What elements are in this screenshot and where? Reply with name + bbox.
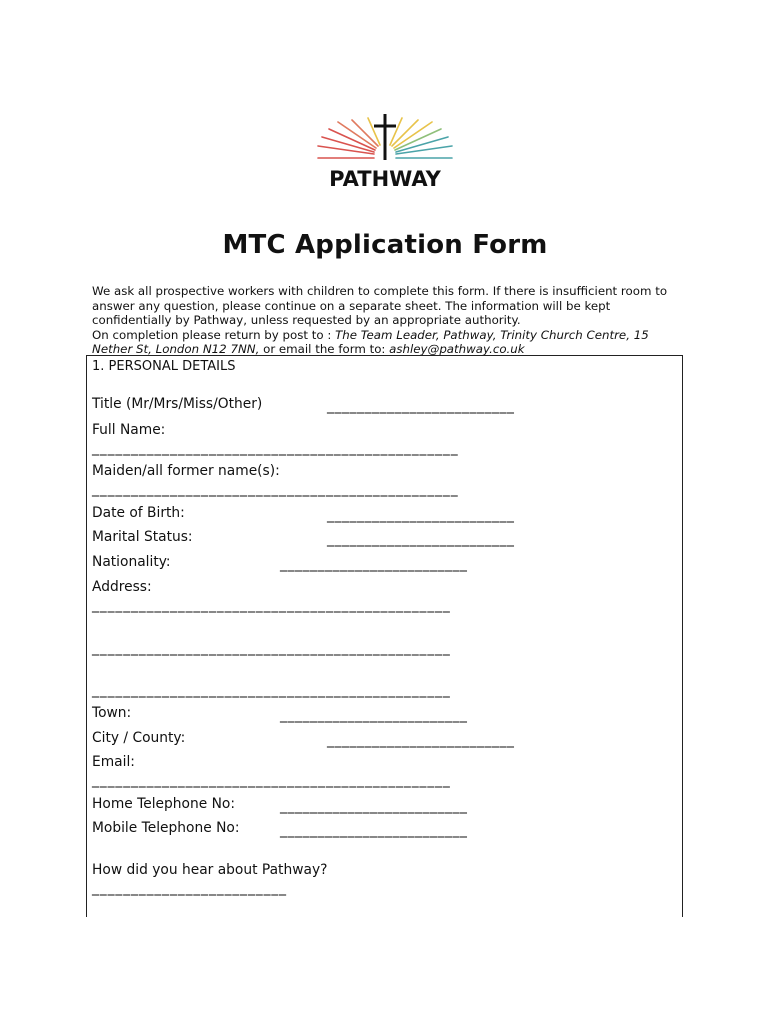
title-input-line[interactable]: _________________________ xyxy=(327,398,515,414)
town-field xyxy=(92,705,468,723)
mobile-telephone-input-line[interactable]: _________________________ xyxy=(280,822,468,838)
form-title: MTC Application Form xyxy=(222,230,548,260)
dob-input-line[interactable]: _________________________ xyxy=(327,507,515,523)
mobile-telephone-label: Mobile Telephone No: xyxy=(92,820,240,836)
heard-about-input-line[interactable]: _________________________ xyxy=(92,880,287,896)
home-telephone-input-line[interactable]: _________________________ xyxy=(280,798,468,814)
return-address: The Team Leader, Pathway, Trinity Church Centre, 15 Nether St, London N12 7NN, xyxy=(92,327,649,357)
logo-wordmark: PATHWAY xyxy=(329,167,441,191)
return-prefix: On completion please return by post to : xyxy=(92,327,336,342)
address-input-line-1[interactable]: ______________________________________________ xyxy=(92,597,451,613)
dob-label: Date of Birth: xyxy=(92,505,185,521)
email-input-line[interactable]: ______________________________________________ xyxy=(92,772,451,788)
home-telephone-label: Home Telephone No: xyxy=(92,796,235,812)
town-input-line[interactable]: _________________________ xyxy=(280,707,468,723)
email-prefix: or email the form to: xyxy=(259,342,390,357)
dob-field xyxy=(92,505,515,523)
maiden-name-input-line[interactable]: _______________________________________________ xyxy=(92,481,459,497)
city-county-input-line[interactable]: _________________________ xyxy=(327,732,515,748)
maiden-name-field xyxy=(92,463,280,479)
full-name-label: Full Name: xyxy=(92,422,166,438)
contact-email[interactable]: ashley@pathway.co.uk xyxy=(389,342,525,357)
pathway-logo xyxy=(312,112,458,192)
full-name-field xyxy=(92,422,165,438)
city-county-label: City / County: xyxy=(92,730,186,746)
intro-paragraph: We ask all prospective workers with children to complete this form. If there is insufficient room to answer any question, please continue on a separate sheet. The information will be kept confidentially by Pathway, unless requested by an appropriate authority. xyxy=(92,284,668,328)
heard-about-label: How did you hear about Pathway? xyxy=(92,862,328,878)
address-input-line-2[interactable]: ______________________________________________ xyxy=(92,640,451,656)
marital-status-input-line[interactable]: _________________________ xyxy=(327,531,515,547)
nationality-label: Nationality: xyxy=(92,554,171,570)
address-label: Address: xyxy=(92,579,152,595)
heard-about-field xyxy=(92,862,327,878)
town-label: Town: xyxy=(92,705,132,721)
address-field xyxy=(92,579,152,595)
section-title: 1. PERSONAL DETAILS xyxy=(92,359,236,374)
intro-text xyxy=(92,284,672,357)
maiden-name-label: Maiden/all former name(s): xyxy=(92,463,280,479)
address-input-line-3[interactable]: ______________________________________________ xyxy=(92,682,451,698)
home-telephone-field xyxy=(92,796,468,814)
nationality-field xyxy=(92,554,468,572)
full-name-input-line[interactable]: _______________________________________________ xyxy=(92,440,459,456)
email-label: Email: xyxy=(92,754,135,770)
marital-status-label: Marital Status: xyxy=(92,529,193,545)
return-instructions xyxy=(92,328,672,357)
title-field xyxy=(92,396,515,414)
title-label: Title (Mr/Mrs/Miss/Other) xyxy=(92,396,263,412)
cross-sunrise-logo-icon xyxy=(312,112,458,192)
marital-status-field xyxy=(92,529,515,547)
city-county-field xyxy=(92,730,515,748)
nationality-input-line[interactable]: _________________________ xyxy=(280,556,468,572)
email-field xyxy=(92,754,135,770)
mobile-telephone-field xyxy=(92,820,468,838)
